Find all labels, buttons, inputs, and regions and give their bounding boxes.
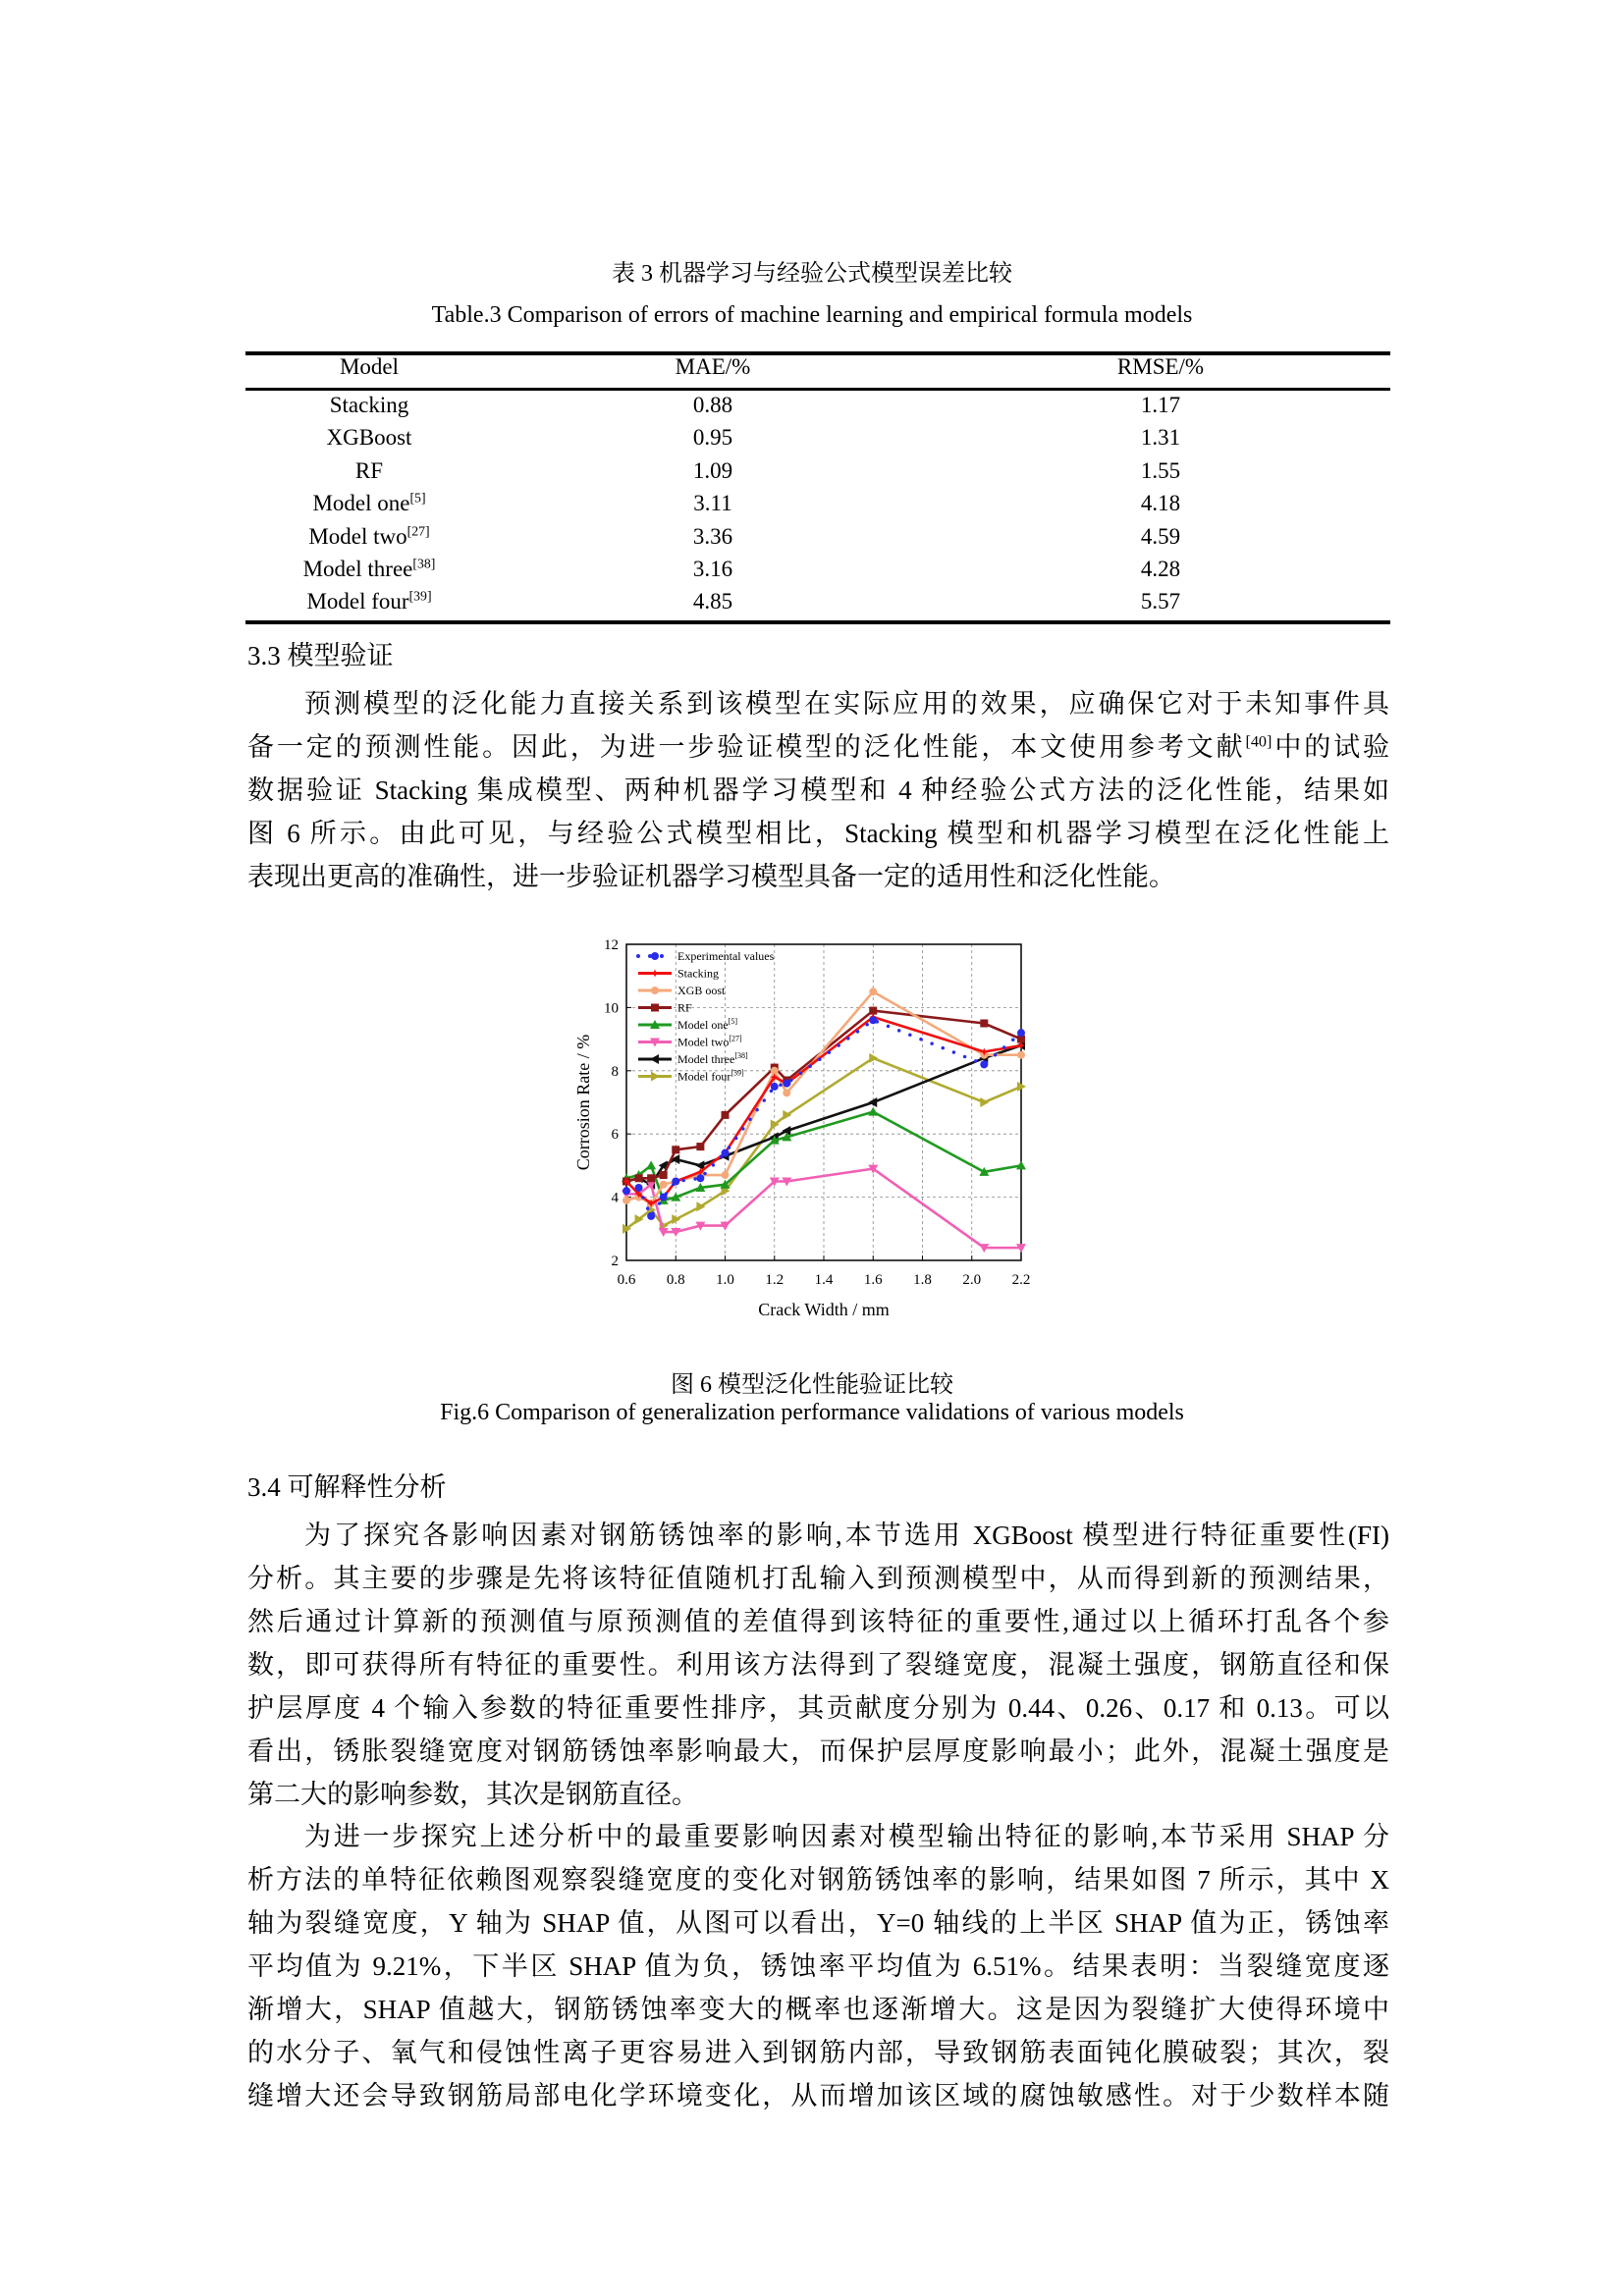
rmse-cell: 4.28 — [1140, 557, 1181, 581]
paragraph-line: 数据验证 Stacking 集成模型、两种机器学习模型和 4 种经验公式方法的泛化性能，结果如 — [247, 775, 1389, 805]
paragraph-line: 第二大的影响参数，其次是钢筋直径。 — [247, 1780, 698, 1809]
mae-cell: 3.36 — [692, 523, 733, 549]
mae-cell: 4.85 — [692, 589, 733, 614]
x-tick-label: 1.0 — [716, 1272, 734, 1288]
paragraph-line: 看出，锈胀裂缝宽度对钢筋锈蚀率影响最大，而保护层厚度影响最小；此外，混凝土强度是 — [247, 1736, 1389, 1766]
legend-label: Model two[27] — [677, 1034, 742, 1049]
x-axis-label: Crack Width / mm — [758, 1300, 890, 1319]
table-header-rule — [245, 388, 1390, 391]
y-tick-label: 6 — [611, 1127, 619, 1144]
data-point — [660, 1194, 668, 1201]
paragraph-line: 的水分子、氧气和侵蚀性离子更容易进入到钢筋内部，导致钢筋表面钝化膜破裂；其次，裂 — [247, 2038, 1389, 2067]
data-point — [647, 1174, 655, 1182]
model-ref: [38] — [412, 556, 436, 571]
x-tick-label: 1.2 — [765, 1272, 785, 1288]
data-point — [635, 1174, 643, 1182]
x-tick-label: 1.4 — [814, 1272, 834, 1288]
rmse-cell: 4.59 — [1140, 523, 1181, 549]
paragraph-line: 分析。其主要的步骤是先将该特征值随机打乱输入到预测模型中，从而得到新的预测结果， — [247, 1564, 1389, 1593]
legend-label: Model three[38] — [677, 1051, 748, 1066]
data-point — [672, 1178, 679, 1186]
model-name: XGBoost — [326, 425, 412, 451]
data-point — [1017, 1051, 1025, 1059]
data-point — [646, 1160, 656, 1169]
legend — [638, 949, 775, 1084]
data-point — [980, 1097, 989, 1107]
data-point — [722, 1149, 730, 1157]
model-name: Stacking — [329, 393, 409, 417]
data-point — [722, 1111, 730, 1119]
y-tick-label: 2 — [611, 1254, 619, 1269]
data-point — [696, 1143, 704, 1150]
paragraph-line: 预测模型的泛化能力直接关系到该模型在实际应用的效果，应确保它对于未知事件具 — [304, 689, 1389, 719]
rmse-cell: 1.31 — [1140, 425, 1181, 451]
data-point — [647, 1212, 655, 1220]
data-point — [660, 1181, 668, 1189]
paragraph-line: 为了探究各影响因素对钢筋锈蚀率的影响,本节选用 XGBoost 模型进行特征重要性(FI) — [304, 1521, 1389, 1550]
mae-cell: 0.88 — [692, 393, 733, 417]
paragraph-line: 然后通过计算新的预测值与原预测值的差值得到该特征的重要性,通过以上循环打乱各个参 — [247, 1607, 1389, 1636]
data-point — [660, 1171, 668, 1179]
x-tick-label: 1.6 — [863, 1272, 883, 1288]
paragraph-line: 平均值为 9.21%，下半区 SHAP 值为负，锈蚀率平均值为 6.51%。结果表明：当裂缝宽度逐 — [247, 1951, 1389, 1981]
legend-marker — [651, 987, 659, 994]
rmse-cell: 5.57 — [1140, 589, 1181, 614]
model-name: Model three — [302, 557, 413, 581]
data-point — [722, 1171, 730, 1179]
model-name: Model one — [312, 491, 410, 516]
paragraph-line: 护层厚度 4 个输入参数的特征重要性排序，其贡献度分别为 0.44、0.26、0.17 和 0.13。可以 — [247, 1693, 1389, 1723]
data-point — [783, 1089, 790, 1096]
x-tick-label: 0.6 — [617, 1272, 636, 1288]
model-cell — [222, 425, 516, 451]
mae-cell: 3.11 — [693, 491, 732, 516]
model-cell — [222, 557, 516, 582]
model-ref: [39] — [408, 589, 432, 605]
data-point — [771, 1083, 779, 1091]
paragraph-line: 图 6 所示。由此可见，与经验公式模型相比，Stacking 模型和机器学习模型在泛化性能上 — [247, 819, 1389, 848]
series-line — [626, 1058, 1021, 1229]
model-ref: [5] — [409, 490, 426, 506]
data-point — [783, 1080, 790, 1088]
model-cell — [222, 458, 516, 484]
model-cell — [222, 393, 516, 418]
data-point — [623, 1197, 630, 1204]
paragraph-line: 缝增大还会导致钢筋局部电化学环境变化，从而增加该区域的腐蚀敏感性。对于少数样本随 — [247, 2081, 1389, 2110]
data-point — [869, 1016, 877, 1024]
x-tick-label: 2.0 — [962, 1272, 982, 1288]
y-tick-label: 10 — [604, 1000, 619, 1017]
mae-cell: 1.09 — [692, 457, 733, 483]
figure-caption-cn: 图 6 模型泛化性能验证比较 — [671, 1372, 953, 1398]
legend-label: Model four[39] — [677, 1068, 744, 1084]
table-bottom-rule — [245, 620, 1390, 624]
paragraph-line: 渐增大，SHAP 值越大，钢筋锈蚀率变大的概率也逐渐增大。这是因为裂缝扩大使得环境中 — [247, 1995, 1389, 2024]
model-name: Model two — [308, 523, 407, 549]
y-tick-label: 8 — [611, 1063, 619, 1080]
data-point — [868, 1097, 877, 1107]
data-point — [635, 1184, 643, 1192]
data-point — [869, 988, 877, 995]
data-point — [672, 1146, 679, 1153]
y-tick-label: 12 — [604, 937, 619, 953]
x-tick-label: 1.8 — [913, 1272, 932, 1288]
legend-label: Stacking — [677, 966, 719, 981]
legend-marker — [651, 970, 659, 978]
model-name: RF — [354, 457, 384, 483]
paragraph-line: 析方法的单特征依赖图观察裂缝宽度的变化对钢筋锈蚀率的影响，结果如图 7 所示，其中 X — [247, 1865, 1389, 1895]
header-mae: MAE/% — [675, 354, 751, 379]
y-axis-label: Corrosion Rate / % — [573, 1034, 593, 1171]
section-3-4-heading: 3.4 可解释性分析 — [247, 1472, 447, 1502]
rmse-cell: 1.55 — [1140, 457, 1181, 483]
mae-cell: 3.16 — [692, 557, 733, 581]
legend-label: RF — [677, 1000, 692, 1015]
header-model: Model — [339, 354, 400, 379]
x-tick-label: 2.2 — [1011, 1272, 1031, 1288]
data-point — [623, 1187, 630, 1195]
paragraph-line: 数，即可获得所有特征的重要性。利用该方法得到了裂缝宽度，混凝土强度，钢筋直径和保 — [247, 1650, 1389, 1680]
rmse-cell: 1.17 — [1140, 393, 1181, 417]
data-point — [696, 1174, 704, 1182]
legend-label: Experimental values — [677, 949, 775, 963]
legend-marker — [651, 1072, 660, 1082]
model-cell — [222, 589, 516, 614]
model-ref: [27] — [406, 523, 430, 539]
paragraph-line: 备一定的预测性能。因此，为进一步验证模型的泛化性能，本文使用参考文献[40]中的试验 — [247, 732, 1389, 762]
section-3-3-heading: 3.3 模型验证 — [247, 641, 394, 670]
model-name: Model four — [306, 589, 409, 614]
data-point — [672, 1214, 680, 1224]
data-point — [1017, 1029, 1025, 1037]
paragraph-line: 为进一步探究上述分析中的最重要影响因素对模型输出特征的影响,本节采用 SHAP 分 — [304, 1822, 1389, 1851]
header-rmse: RMSE/% — [1116, 354, 1205, 379]
legend-marker — [650, 1054, 659, 1064]
mae-cell: 0.95 — [692, 425, 733, 451]
model-cell — [222, 491, 516, 516]
paragraph-line: 表现出更高的准确性，进一步验证机器学习模型具备一定的适用性和泛化性能。 — [247, 862, 1175, 891]
legend-label: XGB oost — [677, 984, 726, 997]
figure-caption-en: Fig.6 Comparison of generalization performance validations of various models — [440, 1400, 1184, 1425]
data-point — [868, 1107, 878, 1116]
y-tick-label: 4 — [611, 1190, 619, 1206]
x-tick-label: 0.8 — [666, 1272, 685, 1288]
rmse-cell: 4.18 — [1140, 491, 1181, 516]
generalization-chart — [569, 933, 1060, 1325]
table-title-en: Table.3 Comparison of errors of machine learning and empirical formula models — [431, 302, 1193, 328]
paragraph-line: 轴为裂缝宽度，Y 轴为 SHAP 值，从图可以看出，Y=0 轴线的上半区 SHAP 值为正，锈蚀率 — [247, 1908, 1389, 1938]
legend-label: Model one[5] — [677, 1017, 737, 1032]
data-point — [869, 1053, 878, 1063]
data-point — [980, 1060, 988, 1068]
model-cell — [222, 524, 516, 550]
legend-marker — [651, 1004, 659, 1012]
table-title-cn: 表 3 机器学习与经验公式模型误差比较 — [612, 261, 1012, 287]
data-point — [980, 1020, 988, 1028]
legend-marker — [651, 952, 659, 960]
